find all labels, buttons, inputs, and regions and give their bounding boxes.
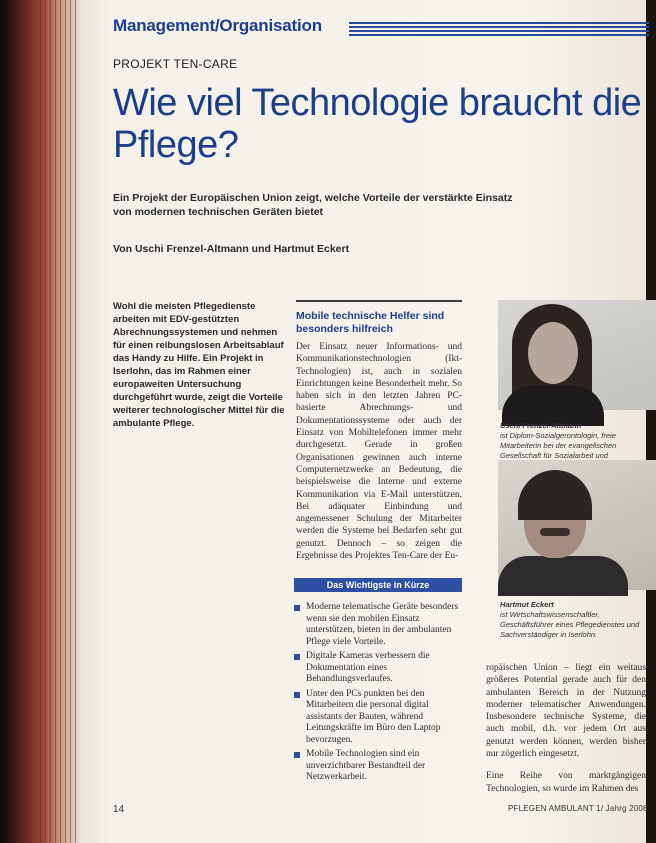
author-photo-woman <box>498 300 656 410</box>
section-header <box>113 14 646 44</box>
summary-box-title: Das Wichtigste in Kürze <box>294 578 462 592</box>
face-shape <box>528 322 578 384</box>
caption-text: ist Diplom-Sozialgerontologin, freie Mitarbeiterin bei der evangelischen Gesellschaft für Sozialarbeit und <box>500 431 617 460</box>
body-text: ropäischen Union – liegt ein weitaus größeres Potential gerade auch für den ambulanten Bereich in der Nutzung moderner telematischer Anwendungen. Insbesondere technische Systeme, die auch mobil, d.h. vor jedem Ort aus genutzt werden können, werden bisher nur zögerlich eingesetzt. <box>486 663 646 760</box>
body-shape <box>502 386 604 426</box>
section-label: Management/Organisation <box>113 16 322 35</box>
summary-item: Unter den PCs punkten bei den Mitarbeitern die personal digital assistants der Bauten, während Leitungskräfte im Büro den Laptop bevorzugen. <box>294 689 462 747</box>
body-text: Der Einsatz neuer Informations- und Kommunikationstechnologien (Ikt-Technologien) ist, auch in sozialen Einrichtungen keine Besonderheit mehr. So haben sich in den letzten Jahren PC-basierte Abrechnungs- und Dokumentationssysteme oder auch der Einsatz von Mobiltelefonen immer mehr durchgesetzt. Gerade in großen Organisationen gewinnen auch interne Computernetzwerke an Bedeutung, die beispielsweise die Interne und externe Kommunikation via E-Mail unterstützen. Bei adäquater Einbindung und angemessener Schulung der Mitarbeiter werden die Systeme bei Bedarfen sehr gut genutzt. Dennoch – so zeigen die Ergebnisse des Projektes Ten-Care der Eu- <box>296 342 462 562</box>
summary-box <box>294 578 462 782</box>
body-text: Eine Reihe von marktgängigen Technologien, so wurde im Rahmen des <box>486 771 646 794</box>
photo-caption <box>500 600 650 640</box>
summary-item: Mobile Technologien sind ein unverzichtbarer Bestandteil der Netzwerkarbeit. <box>294 749 462 784</box>
intro-paragraph: Wohl die meisten Pflegedienste arbeiten mit EDV-gestützten Abrechnungssystemen und nehmen für einen reibungslosen Arbeitsablauf das Handy zu Hilfe. Ein Projekt in Iserlohn, das im Rahmen einer europaweiten Untersuchung durchgeführt wurde, zeigt die Vorteile weiterer technologischer Mittel für die ambulante Pflege. <box>113 301 285 429</box>
caption-name: Uschi Frenzel-Altmann <box>500 421 582 430</box>
body-shape <box>498 556 628 596</box>
hair-shape <box>518 470 592 520</box>
summary-item: Moderne telematische Geräte besonders wenn sie den mobilen Einsatz unterstützen, bieten in der ambulanten Pflege viele Vorteile. <box>294 602 462 648</box>
article-column <box>296 300 462 562</box>
header-stripes <box>349 22 649 38</box>
headline: Wie viel Technologie braucht die Pflege? <box>113 82 642 166</box>
summary-item: Digitale Kameras verbessern die Dokumentation eines Behandlungsverlaufes. <box>294 651 462 686</box>
subheading: Mobile technische Helfer sind besonders hilfreich <box>296 310 445 335</box>
summary-list <box>294 592 462 784</box>
author-photo-man <box>498 460 656 590</box>
kicker: PROJEKT TEN-CARE <box>113 57 238 71</box>
caption-text: ist Wirtschaftswissenschaftler, Geschäftsführer eines Pflegedienstes und Sachverständiger in Iserlohn. <box>500 610 640 639</box>
page-edges <box>40 0 80 843</box>
journal-footer: PFLEGEN AMBULANT 1/ Jahrg 2008 <box>508 804 648 813</box>
caption-name: Hartmut Eckert <box>500 600 554 609</box>
mustache-shape <box>540 528 570 536</box>
magazine-page <box>80 0 646 843</box>
column-rule <box>296 300 462 302</box>
article-column-continued <box>486 662 646 795</box>
byline: Von Uschi Frenzel-Altmann und Hartmut Eckert <box>113 243 350 255</box>
page-number: 14 <box>113 804 125 815</box>
lead-paragraph: Ein Projekt der Europäischen Union zeigt, welche Vorteile der verstärkte Einsatz von modernen technischen Geräten bietet <box>113 192 513 218</box>
